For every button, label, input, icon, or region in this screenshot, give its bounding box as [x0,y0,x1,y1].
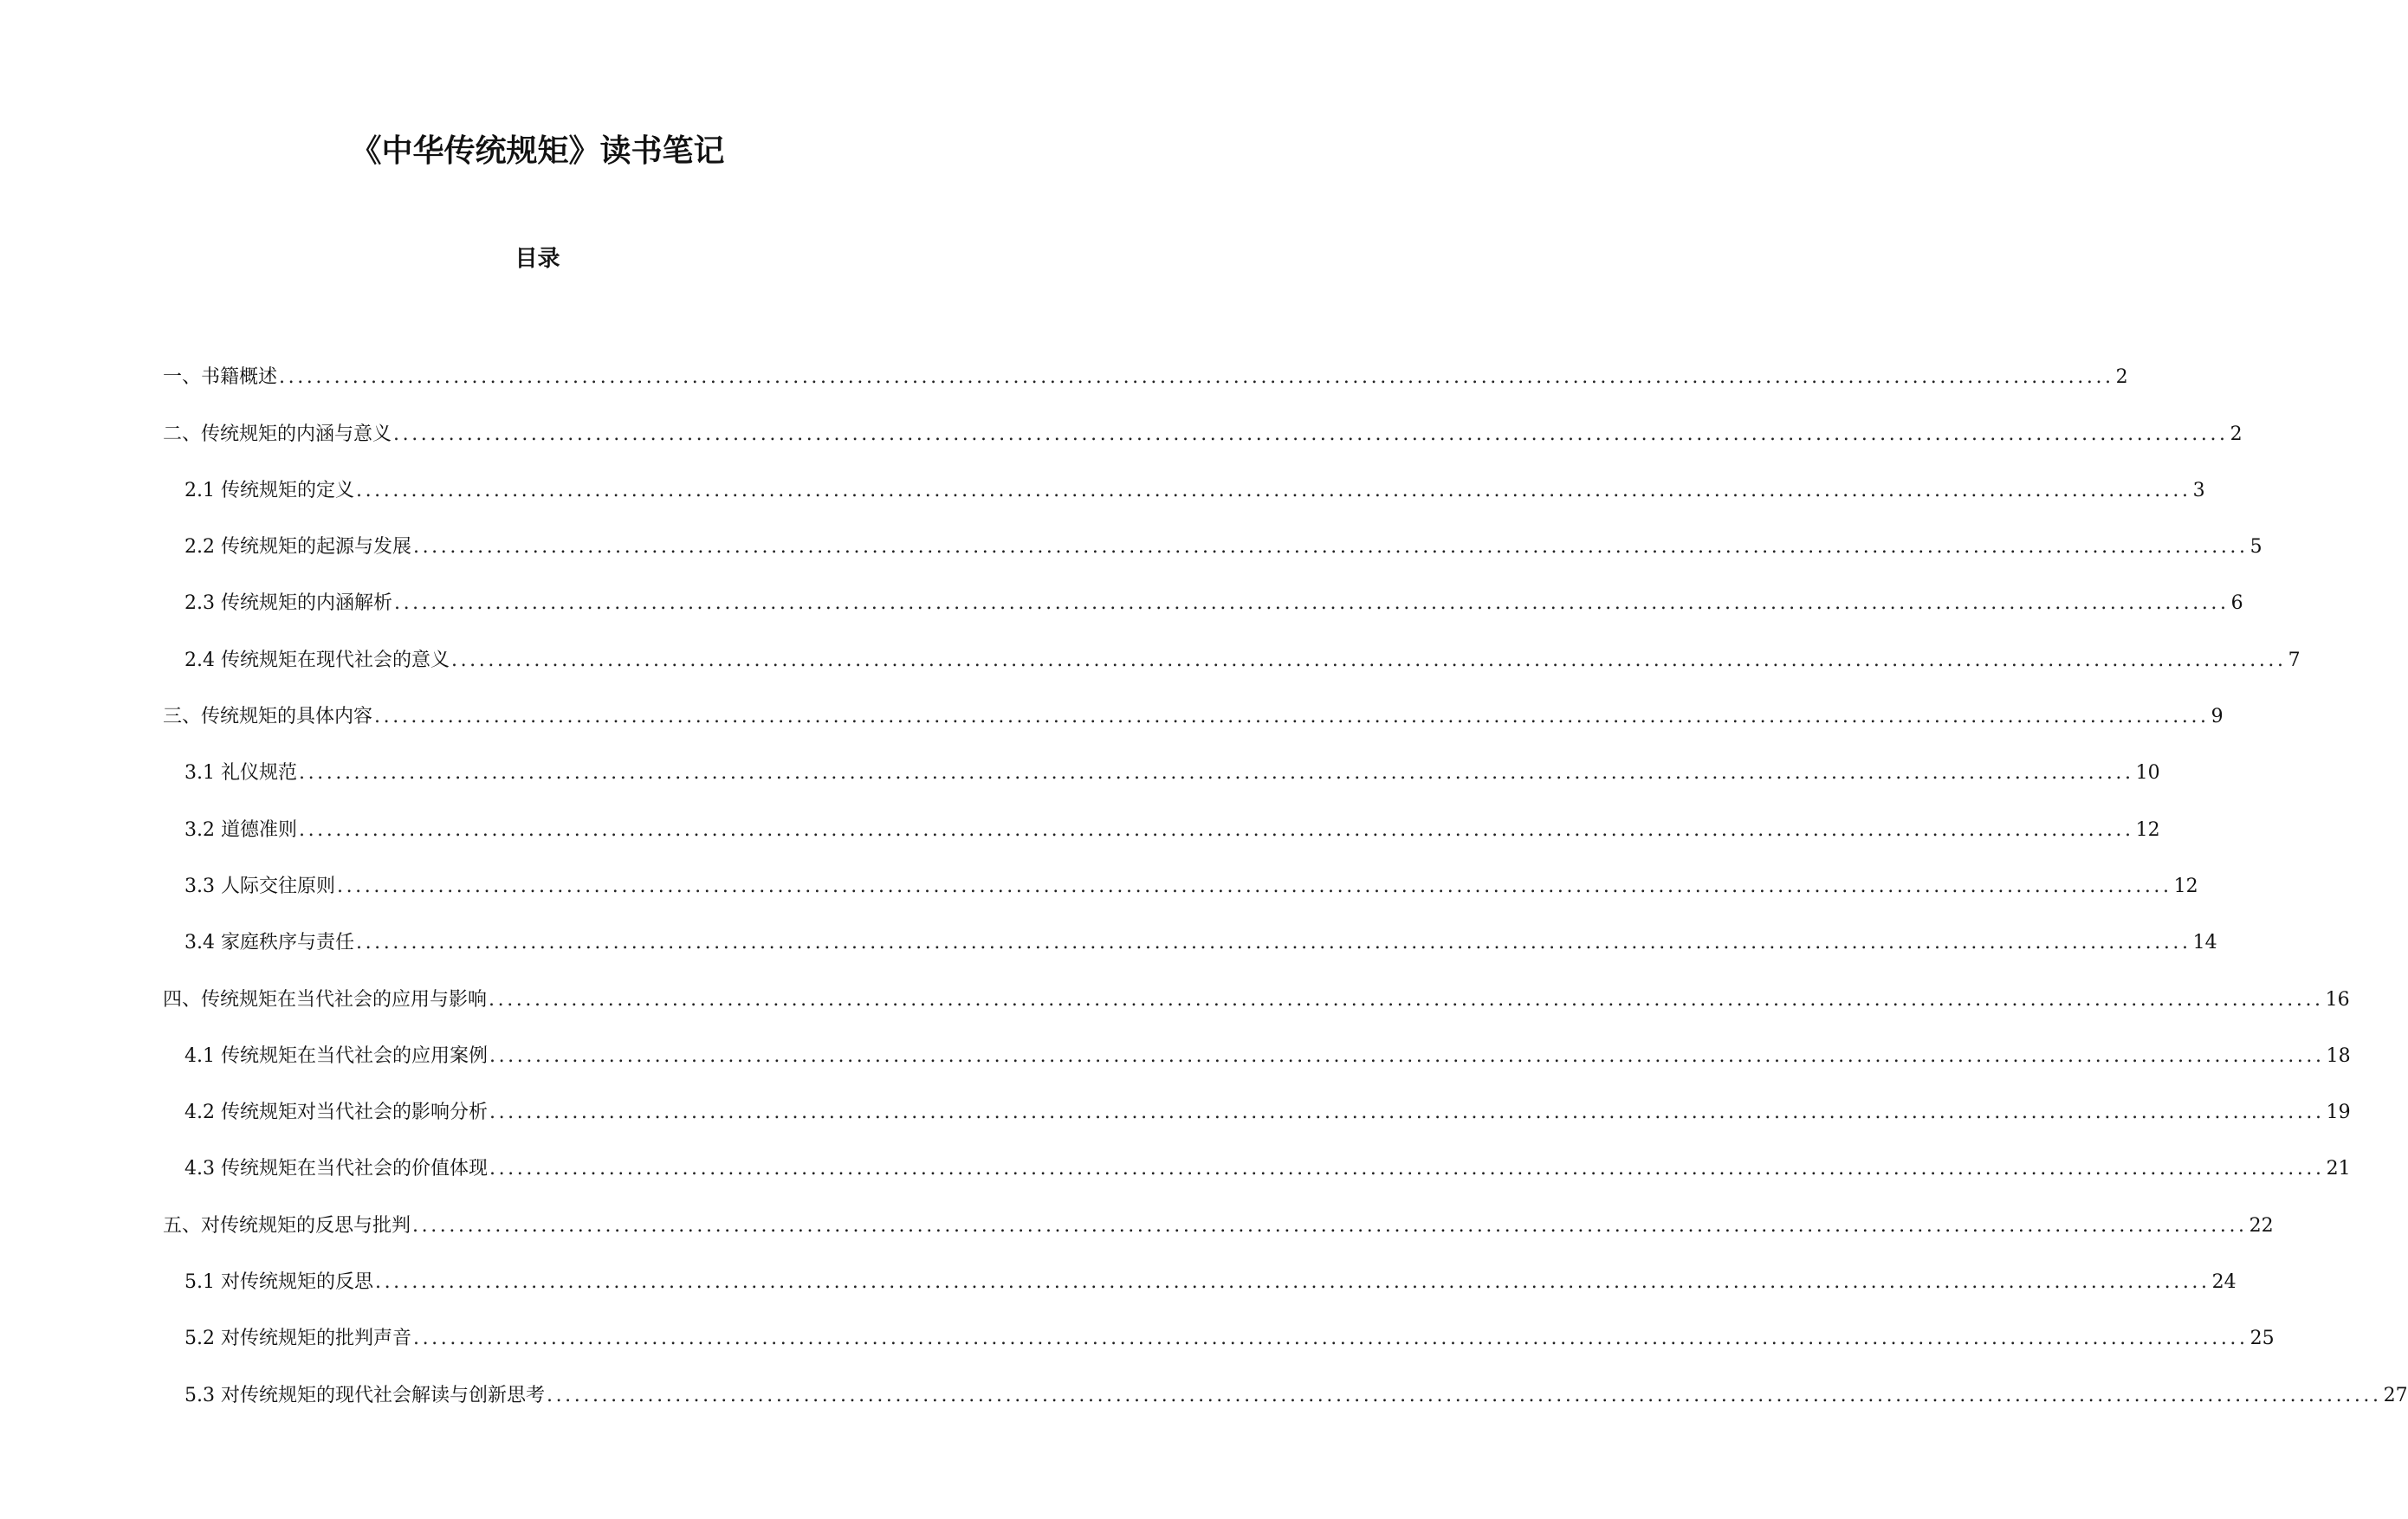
toc-entry-label: 一、书籍概述 [163,366,278,389]
toc-entry-page: 3 [2192,479,2205,501]
toc-entry-page: 19 [2326,1102,2351,1124]
toc-entry-label: 3.3 人际交往原则 [184,875,335,897]
toc-entry-page: 9 [2211,706,2224,728]
toc-entry-page: 7 [2288,649,2301,671]
toc-entry[interactable] [0,560,2243,617]
toc-entry[interactable] [0,448,2205,504]
toc-entry[interactable] [0,1013,2351,1070]
toc-dot-leader: ........................................................................................................................................................................................................ [374,706,2210,728]
toc-entry[interactable] [0,1126,2351,1182]
toc-entry[interactable] [0,956,2350,1012]
toc-entry[interactable] [0,1296,2275,1352]
toc-dot-leader: ........................................................................................................................................................................................................ [336,875,2172,897]
toc-entry-label: 5.2 对传统规矩的批判声音 [184,1328,411,1350]
table-of-contents [0,334,2408,1409]
toc-dot-leader: ........................................................................................................................................................................................................ [279,366,2114,389]
toc-entry[interactable] [0,504,2262,560]
toc-dot-leader: ........................................................................................................................................................................................................ [412,1328,2249,1350]
toc-entry-label: 二、传统规矩的内涵与意义 [163,423,392,445]
toc-entry-page: 12 [2135,818,2160,841]
document-title: 《中华传统规矩》读书笔记 [350,133,725,169]
toc-entry-label: 5.1 对传统规矩的反思 [184,1271,373,1294]
toc-dot-leader: ........................................................................................................................................................................................................ [374,1271,2211,1294]
toc-entry[interactable] [0,1239,2236,1296]
toc-entry-label: 3.2 道德准则 [184,818,297,841]
toc-entry-label: 五、对传统规矩的反思与批判 [163,1214,411,1237]
toc-entry[interactable] [0,786,2160,843]
toc-dot-leader: ........................................................................................................................................................................................................ [489,1102,2325,1124]
toc-dot-leader: ........................................................................................................................................................................................................ [355,479,2191,501]
toc-entry[interactable] [0,1182,2274,1238]
toc-dot-leader: ........................................................................................................................................................................................................ [546,1384,2382,1406]
toc-entry[interactable] [0,1070,2351,1126]
toc-entry-page: 18 [2326,1044,2351,1067]
toc-entry-page: 2 [2230,423,2243,445]
toc-entry[interactable] [0,391,2243,447]
toc-entry-label: 2.3 传统规矩的内涵解析 [184,592,392,615]
toc-entry-page: 10 [2135,762,2160,785]
toc-entry-label: 4.3 传统规矩在当代社会的价值体现 [184,1158,488,1180]
toc-heading: 目录 [515,246,560,272]
toc-entry-label: 三、传统规矩的具体内容 [163,706,373,728]
toc-dot-leader: ........................................................................................................................................................................................................ [298,762,2134,785]
toc-entry[interactable] [0,674,2224,730]
toc-entry[interactable] [0,844,2198,900]
toc-dot-leader: ........................................................................................................................................................................................................ [489,1044,2325,1067]
toc-entry-page: 27 [2383,1384,2408,1406]
toc-entry-label: 3.1 礼仪规范 [184,762,297,785]
toc-entry-label: 2.2 传统规矩的起源与发展 [184,536,411,559]
toc-entry-label: 5.3 对传统规矩的现代社会解读与创新思考 [184,1384,545,1406]
toc-entry-page: 6 [2230,592,2243,615]
toc-entry-page: 24 [2211,1271,2236,1294]
toc-entry[interactable] [0,617,2301,673]
toc-entry-page: 2 [2115,366,2128,389]
toc-entry-page: 5 [2249,536,2262,559]
toc-entry[interactable] [0,334,2128,391]
toc-entry-page: 21 [2326,1158,2351,1180]
toc-entry-page: 16 [2325,988,2350,1011]
toc-entry[interactable] [0,900,2217,956]
toc-dot-leader: ........................................................................................................................................................................................................ [489,988,2324,1011]
toc-dot-leader: ........................................................................................................................................................................................................ [450,649,2287,671]
toc-entry-label: 4.2 传统规矩对当代社会的影响分析 [184,1102,488,1124]
toc-dot-leader: ........................................................................................................................................................................................................ [298,818,2134,841]
toc-entry-page: 22 [2249,1214,2274,1237]
toc-entry-page: 14 [2192,932,2217,954]
toc-entry-page: 12 [2173,875,2198,897]
toc-entry[interactable] [0,1352,2408,1408]
toc-dot-leader: ........................................................................................................................................................................................................ [355,932,2191,954]
toc-dot-leader: ........................................................................................................................................................................................................ [412,1214,2248,1237]
toc-entry[interactable] [0,730,2160,786]
toc-entry-label: 2.4 传统规矩在现代社会的意义 [184,649,450,671]
toc-dot-leader: ........................................................................................................................................................................................................ [489,1158,2325,1180]
toc-entry-label: 2.1 传统规矩的定义 [184,479,354,501]
toc-entry-page: 25 [2249,1328,2275,1350]
toc-entry-label: 3.4 家庭秩序与责任 [184,932,354,954]
toc-dot-leader: ........................................................................................................................................................................................................ [393,423,2229,445]
toc-dot-leader: ........................................................................................................................................................................................................ [412,536,2249,559]
toc-entry-label: 4.1 传统规矩在当代社会的应用案例 [184,1044,488,1067]
toc-entry-label: 四、传统规矩在当代社会的应用与影响 [163,988,488,1011]
toc-dot-leader: ........................................................................................................................................................................................................ [393,592,2230,615]
